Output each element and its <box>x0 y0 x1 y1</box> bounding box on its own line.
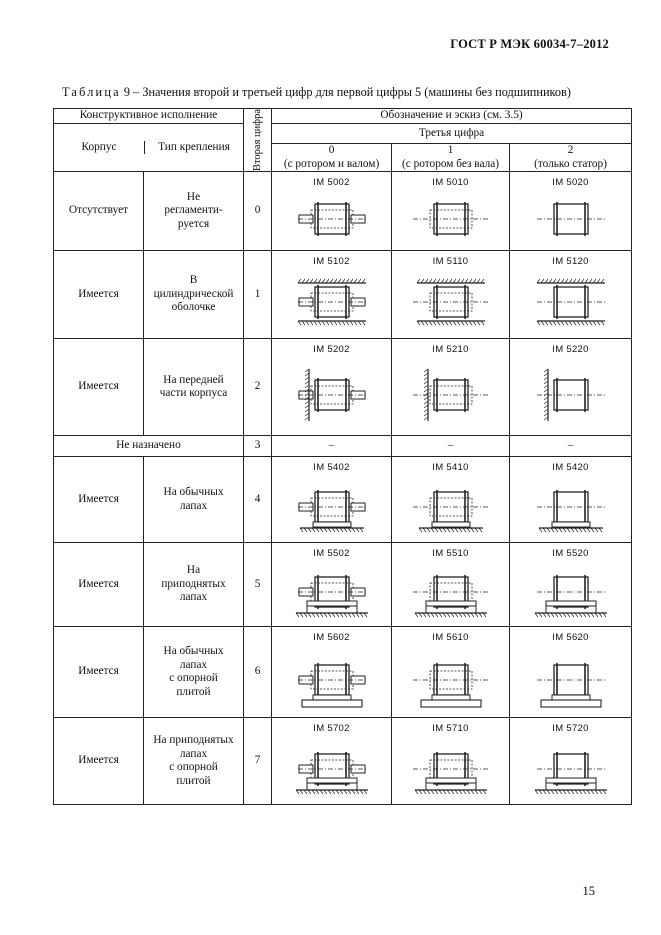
second-digit-cell: 6 <box>244 627 272 718</box>
housing-cell: Имеется <box>54 543 144 627</box>
mount-type-line: На обычных <box>163 645 224 658</box>
caption-number: 9 <box>123 85 131 99</box>
im-code-label: IM 5520 <box>552 548 589 560</box>
table-row <box>54 627 632 718</box>
head-second-digit: Вторая цифра <box>244 109 272 172</box>
mount-type-line: На приподнятых <box>153 734 234 747</box>
mount-type-line: оболочке <box>171 301 216 314</box>
designation-cell <box>392 339 510 436</box>
housing-cell: Отсутствует <box>54 172 144 251</box>
im-code-label: IM 5120 <box>552 256 589 268</box>
housing-cell: Имеется <box>54 718 144 805</box>
caption-text: – Значения второй и третьей цифр для первой цифры 5 (машины без подшипников) <box>133 85 571 99</box>
mount-type-line: плитой <box>176 685 211 698</box>
designation-table <box>53 108 632 805</box>
designation-cell <box>392 543 510 627</box>
mount-type-line: регламенти- <box>164 204 223 217</box>
mount-type-cell <box>144 251 244 339</box>
mount-type-line: лапах <box>179 591 208 604</box>
designation-cell <box>510 718 632 805</box>
mount-type-line: На передней <box>163 373 224 386</box>
second-digit-cell: 5 <box>244 543 272 627</box>
designation-cell <box>510 543 632 627</box>
head-mount-type: Тип крепления <box>145 141 244 155</box>
second-digit-cell: 1 <box>244 251 272 339</box>
caption-label: Таблица <box>62 85 121 99</box>
im-code-label: IM 5720 <box>552 723 589 735</box>
mount-type-cell <box>144 457 244 543</box>
im-code-label: IM 5102 <box>313 256 350 268</box>
mount-type-cell <box>144 172 244 251</box>
im-code-label: IM 5702 <box>313 723 350 735</box>
im-code-label: IM 5020 <box>552 177 589 189</box>
mount-type-line: приподнятых <box>161 577 226 590</box>
table-row <box>54 718 632 805</box>
designation-cell <box>510 339 632 436</box>
table-row <box>54 543 632 627</box>
table-caption <box>62 85 632 100</box>
table-row <box>54 339 632 436</box>
designation-cell <box>510 436 632 457</box>
not-assigned-dash: – <box>447 439 454 452</box>
designation-cell <box>272 543 392 627</box>
mount-type-line: лапах <box>179 499 208 512</box>
im-code-label: IM 5602 <box>313 632 350 644</box>
mount-type-cell <box>144 718 244 805</box>
housing-cell: Имеется <box>54 457 144 543</box>
housing-cell: Имеется <box>54 339 144 436</box>
im-code-label: IM 5420 <box>552 462 589 474</box>
second-digit-cell: 2 <box>244 339 272 436</box>
designation-cell <box>510 457 632 543</box>
head-designation: Обозначение и эскиз (см. 3.5) <box>272 109 632 124</box>
im-code-label: IM 5202 <box>313 344 350 356</box>
designation-cell <box>392 718 510 805</box>
im-code-label: IM 5110 <box>432 256 469 268</box>
im-code-label: IM 5002 <box>313 177 350 189</box>
head-col0: 0 (с ротором и валом) <box>272 144 392 172</box>
designation-cell <box>272 339 392 436</box>
mount-type-line: с опорной <box>169 761 218 774</box>
designation-cell <box>510 251 632 339</box>
designation-cell <box>392 627 510 718</box>
mount-type-cell <box>144 627 244 718</box>
housing-cell: Имеется <box>54 251 144 339</box>
designation-cell <box>392 457 510 543</box>
im-code-label: IM 5620 <box>552 632 589 644</box>
mount-type-line: лапах <box>179 747 208 760</box>
im-code-label: IM 5510 <box>432 548 469 560</box>
designation-cell <box>392 436 510 457</box>
designation-cell <box>272 172 392 251</box>
table-row <box>54 457 632 543</box>
page-number: 15 <box>582 884 595 898</box>
designation-cell <box>272 251 392 339</box>
mount-type-line: лапах <box>179 658 208 671</box>
designation-cell <box>510 627 632 718</box>
table-row <box>54 436 632 457</box>
head-housing: Корпус <box>81 140 117 153</box>
second-digit-cell: 3 <box>244 436 272 457</box>
designation-cell <box>272 627 392 718</box>
im-code-label: IM 5010 <box>432 177 469 189</box>
mount-type-line: В <box>189 274 198 287</box>
im-code-label: IM 5402 <box>313 462 350 474</box>
mount-type-cell <box>144 543 244 627</box>
second-digit-cell: 4 <box>244 457 272 543</box>
im-code-label: IM 5220 <box>552 344 589 356</box>
mount-type-cell <box>144 339 244 436</box>
im-code-label: IM 5210 <box>432 344 469 356</box>
im-code-label: IM 5710 <box>432 723 469 735</box>
im-code-label: IM 5610 <box>432 632 469 644</box>
head-housing-mount <box>54 123 244 172</box>
table-row <box>54 172 632 251</box>
designation-cell <box>272 436 392 457</box>
second-digit-cell: 0 <box>244 172 272 251</box>
not-assigned-dash: – <box>567 439 574 452</box>
im-code-label: IM 5502 <box>313 548 350 560</box>
head-construction: Конструктивное исполнение <box>54 109 244 124</box>
housing-cell: Имеется <box>54 627 144 718</box>
designation-cell <box>272 718 392 805</box>
document-header: ГОСТ Р МЭК 60034-7–2012 <box>450 37 609 51</box>
head-col2: 2 (только статор) <box>510 144 632 172</box>
mount-type-line: цилиндрической <box>153 287 234 300</box>
mount-type-line: плитой <box>176 774 211 787</box>
designation-cell <box>510 172 632 251</box>
im-code-label: IM 5410 <box>432 462 469 474</box>
mount-type-line: Не <box>186 190 201 203</box>
mount-type-line: руется <box>177 217 210 230</box>
head-col1: 1 (с ротором без вала) <box>392 144 510 172</box>
not-assigned-cell: Не назначено <box>54 436 244 457</box>
designation-cell <box>272 457 392 543</box>
not-assigned-dash: – <box>328 439 335 452</box>
mount-type-line: На <box>186 564 201 577</box>
mount-type-line: части корпуса <box>159 387 228 400</box>
designation-cell <box>392 251 510 339</box>
mount-type-line: На обычных <box>163 486 224 499</box>
mount-type-line: с опорной <box>169 672 218 685</box>
designation-cell <box>392 172 510 251</box>
second-digit-cell: 7 <box>244 718 272 805</box>
table-row <box>54 251 632 339</box>
head-third-digit: Третья цифра <box>272 123 632 144</box>
